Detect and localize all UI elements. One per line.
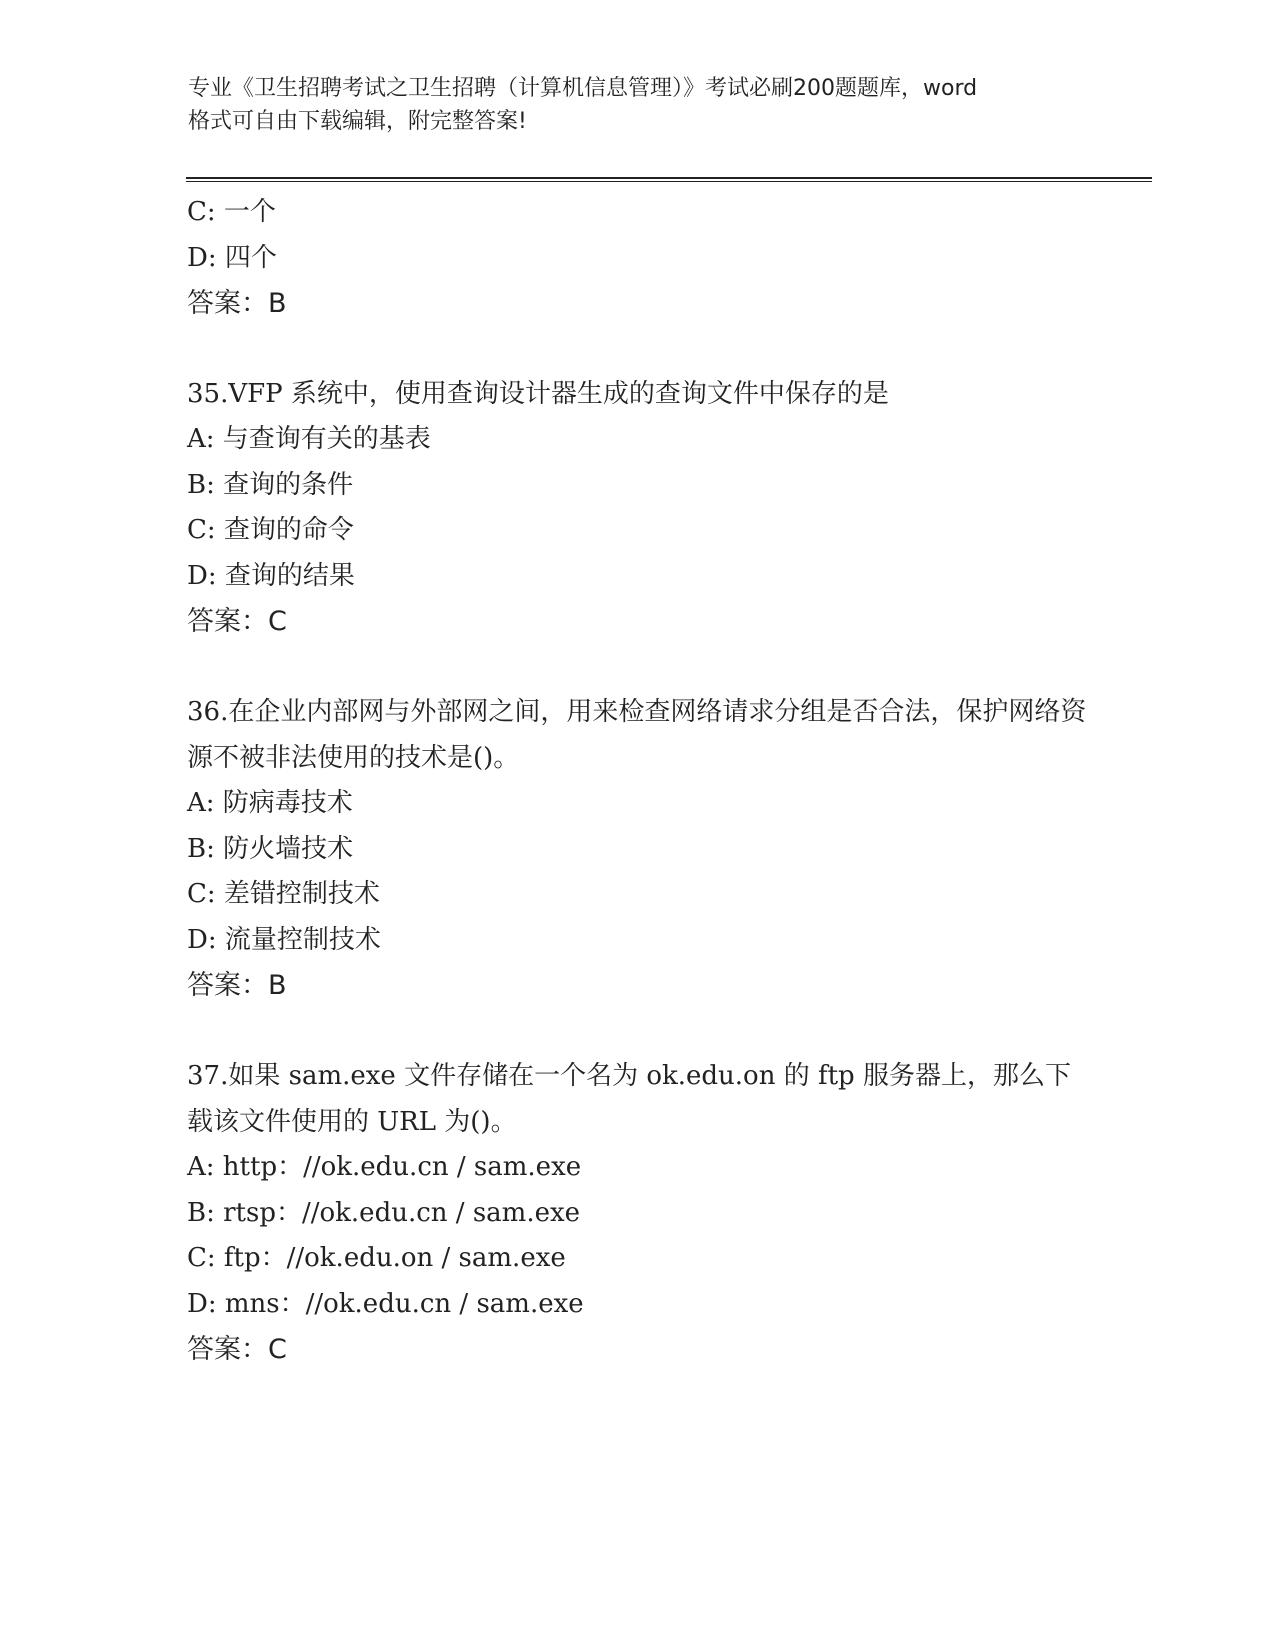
answer: 答案：B <box>187 288 287 319</box>
option-a: A: http：//ok.edu.cn / sam.exe <box>187 1152 582 1182</box>
option-a: A: 与查询有关的基表 <box>187 424 431 454</box>
header-line-1: 专业《卫生招聘考试之卫生招聘（计算机信息管理）》考试必刷200题题库，word <box>188 76 978 101</box>
option-d: D: 查询的结果 <box>187 560 355 591</box>
header-line-2: 格式可自由下载编辑，附完整答案! <box>188 109 527 134</box>
option-c: C: 一个 <box>187 197 276 227</box>
question-text: 37.如果 sam.exe 文件存储在一个名为 ok.edu.on 的 ftp 服务器上，那么下载该文件使用的 URL 为()。 <box>187 1061 1071 1137</box>
option-d: D: 流量控制技术 <box>187 924 381 955</box>
header-divider <box>186 177 1152 182</box>
option-b: B: 防火墙技术 <box>187 833 354 864</box>
option-b: B: 查询的条件 <box>187 469 354 500</box>
option-d: D: 四个 <box>187 242 277 273</box>
answer: 答案：C <box>187 1334 287 1365</box>
option-c: C: 查询的命令 <box>187 515 354 545</box>
option-d: D: mns：//ok.edu.cn / sam.exe <box>187 1288 584 1319</box>
page-header <box>188 72 1088 138</box>
question-text: 35.VFP 系统中，使用查询设计器生成的查询文件中保存的是 <box>187 379 889 409</box>
option-c: C: ftp：//ok.edu.on / sam.exe <box>187 1243 566 1273</box>
option-a: A: 防病毒技术 <box>187 788 353 818</box>
document-body <box>187 190 1087 1373</box>
answer: 答案：C <box>187 606 287 637</box>
option-c: C: 差错控制技术 <box>187 879 380 909</box>
option-b: B: rtsp：//ok.edu.cn / sam.exe <box>187 1197 581 1228</box>
question-36 <box>187 689 1087 1009</box>
question-37 <box>187 1053 1087 1373</box>
question-35 <box>187 371 1087 645</box>
previous-question-tail <box>187 190 1087 327</box>
question-text: 36.在企业内部网与外部网之间，用来检查网络请求分组是否合法，保护网络资源不被非法使用的技术是()。 <box>187 697 1087 773</box>
answer: 答案：B <box>187 970 287 1001</box>
